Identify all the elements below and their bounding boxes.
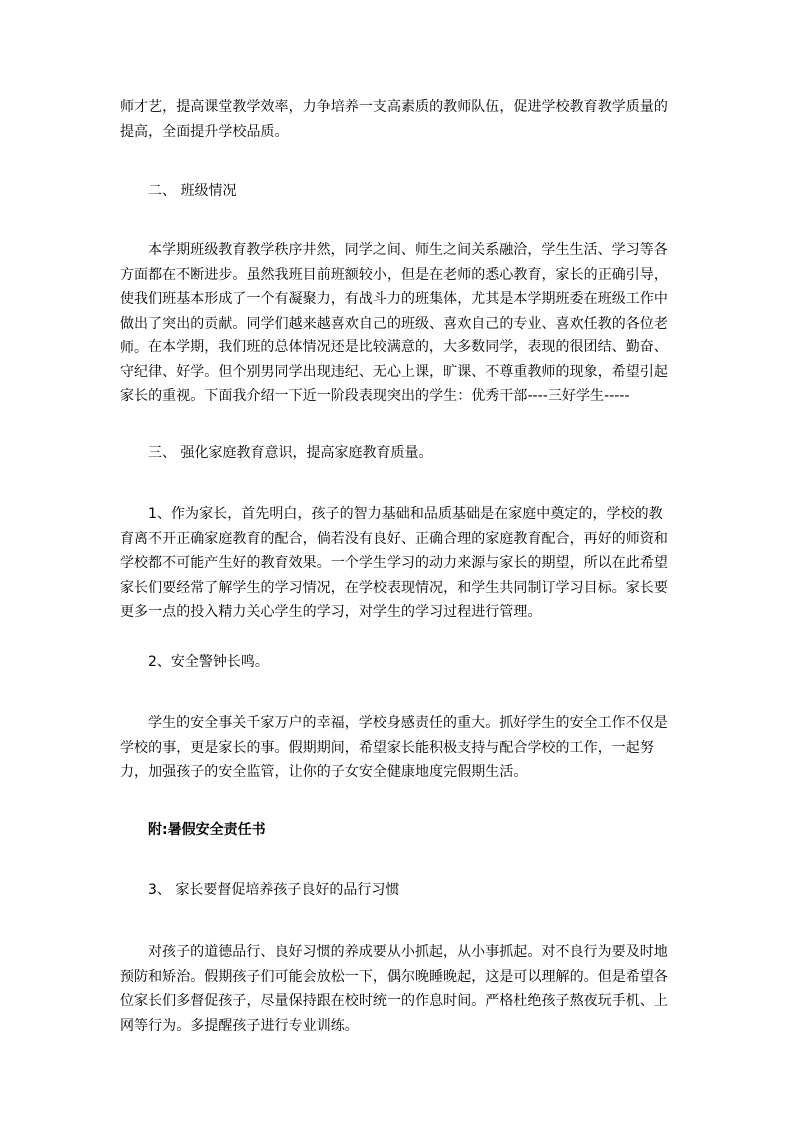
- class-status-paragraph-1: 本学期班级教育教学秩序井然，同学之间、师生之间关系融洽，学生生活、学习等各方面都在不断进步。虽然我班目前班额较小，但是在老师的悉心教育，家长的正确引导，使我们班基本形成了一个有凝聚力，有战斗力的班集体，尤其是本学期班委在班级工作中做出了突出的贡献。同学们越来越喜欢自己的班级、喜欢自己的专业、喜欢任教的各位老师。: [120, 242, 668, 356]
- intro-paragraph-tail: 师才艺，提高课堂教学效率，力争培养一支高素质的教师队伍，促进学校教育教学质量的提高，全面提升学校品质。: [120, 99, 668, 140]
- section-heading-family-education: 三、 强化家庭教育意识，提高家庭教育质量。: [148, 445, 433, 461]
- appendix-title: 附:暑假安全责任书: [148, 822, 266, 838]
- class-status-paragraph-2: 在本学期，我们班的总体情况还是比较满意的，大多数同学，表现的很团结、勤奋、守纪律、好学。但个别男同学出现违纪、无心上课，旷课、不尊重教师的现象，希望引起家长的重视。下面我介绍一下近一阶段表现突出的学生：优秀干部----三好学生-----: [120, 339, 668, 404]
- family-education-item-1: 1、作为家长，首先明白，孩子的智力基础和品质基础是在家庭中奠定的，学校的教育离不开正确家庭教育的配合，倘若没有良好、正确合理的家庭教育配合，再好的师资和学校都不可能产生好的教育效果。一个学生学习的动力来源与家长的期望，所以在此希望家长们要经常了解学生的学习情况，在学校表现情况，和学生共同制订学习目标。家长要更多一点的投入精力关心学生的学习，对学生的学习过程进行管理。: [120, 506, 668, 620]
- section-heading-class-status: 二、 班级情况: [148, 183, 237, 199]
- safety-subheading: 2、安全警钟长鸣。: [148, 654, 269, 670]
- safety-paragraph: 学生的安全事关千家万户的幸福，学校身感责任的重大。抓好学生的安全工作不仅是学校的事，更是家长的事。假期期间，希望家长能积极支持与配合学校的工作，一起努力，加强孩子的安全监管，让你的子女安全健康地度完假期生活。: [120, 715, 668, 780]
- behavior-subheading: 3、 家长要督促培养孩子良好的品行习惯: [148, 882, 400, 898]
- behavior-paragraph: 对孩子的道德品行、良好习惯的养成要从小抓起，从小事抓起。对不良行为要及时地预防和矫治。假期孩子们可能会放松一下，偶尔晚睡晚起，这是可以理解的。但是希望各位家长们多督促孩子，尽量保持跟在校时统一的作息时间。严格杜绝孩子熬夜玩手机、上网等行为。多提醒孩子进行专业训练。: [120, 944, 668, 1034]
